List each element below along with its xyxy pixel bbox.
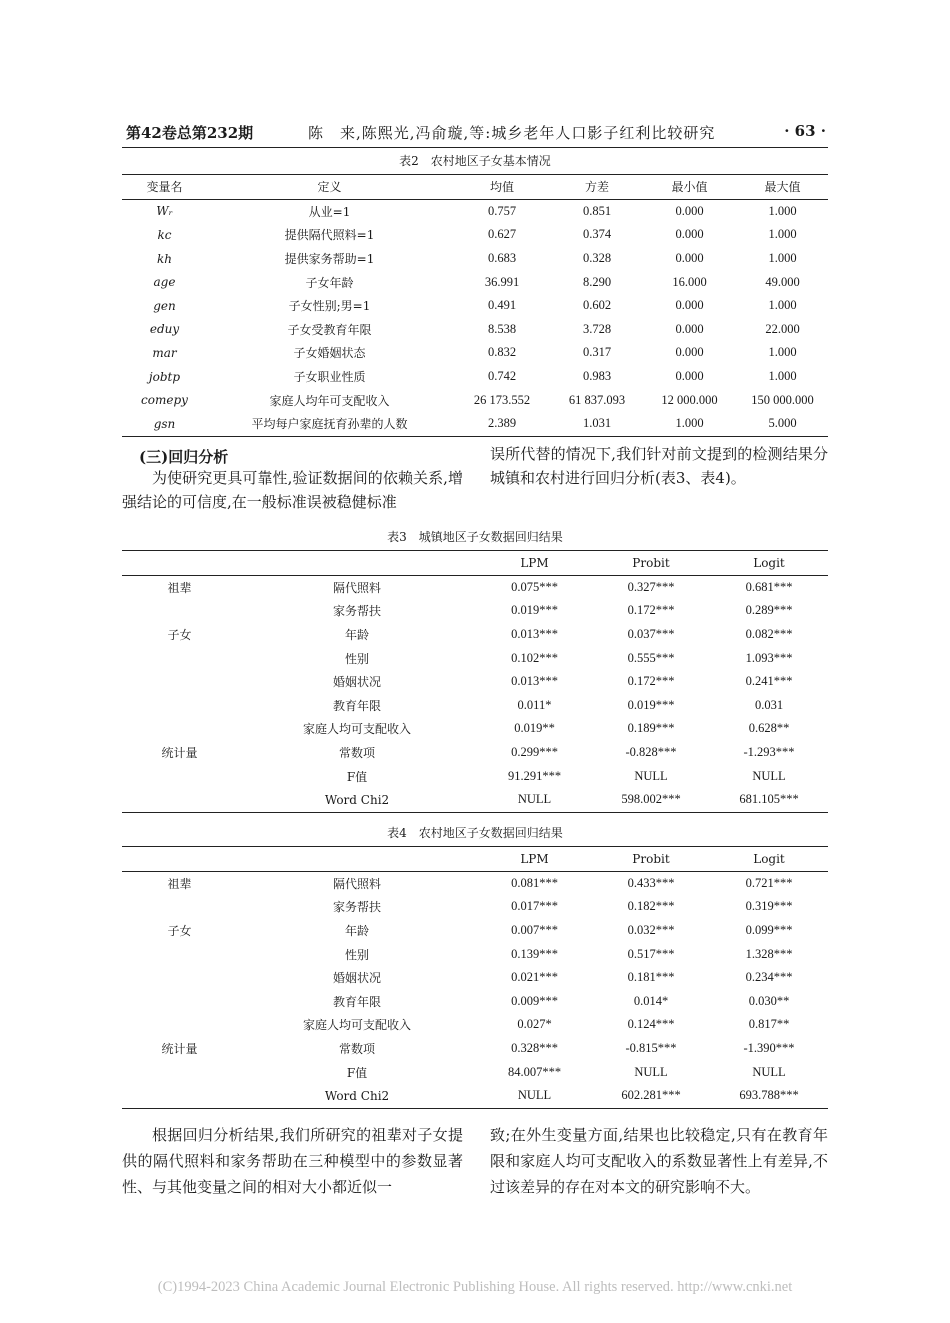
table-row <box>122 270 828 294</box>
table-cell: 子女职业性质 <box>293 370 366 385</box>
table-cell: 家务帮扶 <box>332 604 381 619</box>
table-row <box>122 199 828 223</box>
table-cell <box>122 764 237 788</box>
table-cell: 子女婚姻状态 <box>293 346 366 361</box>
table2-caption: 表2 农村地区子女基本情况 <box>399 154 551 168</box>
table-cell: 1.031 <box>552 412 642 436</box>
table-cell: 隔代照料 <box>332 876 381 891</box>
table-cell: 提供隔代照料=1 <box>284 228 375 243</box>
table-cell: 150 000.000 <box>751 392 814 407</box>
table-cell: 隔代照料 <box>332 580 381 595</box>
table-cell: 1.328*** <box>745 946 793 961</box>
table-row <box>122 694 828 718</box>
column-header: 最大值 <box>737 175 828 200</box>
table-cell: eduy <box>149 322 180 337</box>
table-cell: 0.172*** <box>627 674 675 689</box>
column-header: 变量名 <box>122 175 207 200</box>
table-row <box>122 966 828 990</box>
table-cell: 0.234*** <box>745 970 793 985</box>
table3-caption: 表3 城镇地区子女数据回归结果 <box>387 530 563 544</box>
table-row <box>122 599 828 623</box>
table-cell: 家务帮扶 <box>332 900 381 915</box>
table-header-row <box>122 175 828 200</box>
table-cell <box>122 942 237 966</box>
table-cell: F值 <box>346 769 368 784</box>
table-cell: 子女年龄 <box>305 275 354 290</box>
table-cell: 3.728 <box>582 321 612 336</box>
table-row <box>122 1013 828 1037</box>
table-cell: 0.328*** <box>511 1041 558 1056</box>
copyright-footer: (C)1994-2023 China Academic Journal Electronic Publishing House. All rights reserved. http://www.cnki.net <box>157 1279 793 1295</box>
table-cell: gsn <box>122 412 207 436</box>
table-cell: 0.517*** <box>627 946 675 961</box>
running-header <box>126 122 826 144</box>
table-row <box>122 223 828 247</box>
table-cell: 1.000 <box>768 203 797 218</box>
table-cell: 0.555*** <box>627 650 675 665</box>
table-cell: 0.014* <box>633 993 669 1008</box>
table-row <box>122 741 828 765</box>
column-header: 最小值 <box>642 175 737 200</box>
table-cell: 0.817** <box>748 1017 790 1032</box>
table-cell: 常数项 <box>338 1042 375 1057</box>
table-cell: 0.189*** <box>627 721 675 736</box>
table-cell: 婚姻状况 <box>332 971 381 986</box>
table-cell <box>122 599 237 623</box>
table-row <box>122 788 828 812</box>
table-cell: NULL <box>477 1084 592 1108</box>
table-cell: jobtp <box>148 369 181 384</box>
table-cell: 1.000 <box>768 298 797 313</box>
table-cell: 91.291*** <box>507 768 562 783</box>
table-cell: 0.099*** <box>745 923 793 938</box>
table-cell: Wᵣ <box>156 204 173 219</box>
table-cell: 0.742 <box>487 369 517 384</box>
column-header: 方差 <box>552 175 642 200</box>
column-header: LPM <box>477 847 592 872</box>
table-cell <box>122 1084 237 1108</box>
table-row <box>122 871 828 895</box>
table-cell: 16.000 <box>672 274 707 289</box>
table-cell: 0.124*** <box>627 1017 675 1032</box>
table-cell: 2.389 <box>452 412 552 436</box>
table-cell: 家庭人均可支配收入 <box>302 1018 411 1033</box>
table-row <box>122 895 828 919</box>
table-row <box>122 412 828 436</box>
table-cell: 1.000 <box>768 227 797 242</box>
table-cell <box>122 694 237 718</box>
table-cell: 61 837.093 <box>568 392 626 407</box>
table-row <box>122 717 828 741</box>
table-cell: 0.013*** <box>511 674 558 689</box>
table-cell: 0.757 <box>487 203 517 218</box>
table-cell: 84.007*** <box>507 1064 562 1079</box>
table-cell: 0.000 <box>675 203 704 218</box>
table-cell: 平均每户家庭抚育孙辈的人数 <box>207 412 452 436</box>
table-cell: 统计量 <box>161 746 198 761</box>
table-cell: 1.093*** <box>745 650 793 665</box>
table-cell: 教育年限 <box>332 994 381 1009</box>
table-cell: Word Chi2 <box>237 788 477 812</box>
column-header: LPM <box>477 551 592 576</box>
paragraph-text: 误所代替的情况下,我们针对前文提到的检测结果分城镇和农村进行回归分析(表3、表4)。 <box>490 445 828 487</box>
column-header <box>122 847 237 872</box>
page-number: · 63 · <box>784 122 826 140</box>
column-header <box>237 551 477 576</box>
column-header: 定义 <box>207 175 452 200</box>
table-cell: 22.000 <box>765 321 800 336</box>
table-cell <box>122 788 237 812</box>
table-cell: 子女性别;男=1 <box>288 299 371 314</box>
table-row <box>122 670 828 694</box>
table-row <box>122 318 828 342</box>
table-cell: 0.317 <box>582 345 612 360</box>
table-cell <box>122 646 237 670</box>
journal-issue: 第42卷总第232期 <box>126 124 254 142</box>
table-cell: 598.002*** <box>592 788 710 812</box>
table-cell: 5.000 <box>737 412 828 436</box>
table-cell: NULL <box>477 788 592 812</box>
table-cell: 0.374 <box>582 227 612 242</box>
table-cell: 602.281*** <box>592 1084 710 1108</box>
table4-caption: 表4 农村地区子女数据回归结果 <box>387 826 563 840</box>
table-cell: 教育年限 <box>332 698 381 713</box>
header-rule <box>122 147 828 148</box>
table-cell: 0.102*** <box>511 650 558 665</box>
table-cell: Word Chi2 <box>237 1084 477 1108</box>
table-cell: 0.075*** <box>511 579 558 594</box>
section-heading: (三)回归分析 <box>139 448 229 466</box>
table-cell: comepy <box>141 393 188 408</box>
table-cell: NULL <box>752 768 786 783</box>
table-cell: 12 000.000 <box>661 392 718 407</box>
table-cell: 0.011* <box>517 697 552 712</box>
table-cell: mar <box>152 345 177 360</box>
table-cell: 子女 <box>167 924 192 939</box>
table-cell: 性别 <box>344 947 369 962</box>
column-header: Logit <box>710 847 828 872</box>
table-cell: -1.293*** <box>743 745 795 760</box>
table-cell: 统计量 <box>161 1042 198 1057</box>
table-row <box>122 764 828 788</box>
section-left-paragraph <box>122 466 463 514</box>
table-cell: 0.433*** <box>627 875 675 890</box>
table-cell: 0.017*** <box>511 899 558 914</box>
table-cell: 0.030** <box>748 993 790 1008</box>
table-cell: 0.851 <box>582 203 612 218</box>
table-cell: 0.019*** <box>511 603 558 618</box>
table-cell: 常数项 <box>338 746 375 761</box>
table-cell: 1.000 <box>768 251 797 266</box>
table-cell: 0.019** <box>514 721 555 736</box>
paragraph-text: 为使研究更具可靠性,验证数据间的依赖关系,增强结论的可信度,在一般标准误被稳健标准 <box>122 469 463 511</box>
table-cell: 0.721*** <box>745 875 793 890</box>
conclusion-left-paragraph <box>122 1122 463 1200</box>
table-cell: 子女 <box>167 628 192 643</box>
table-cell: 家庭人均可支配收入 <box>302 722 411 737</box>
table-row <box>122 1037 828 1061</box>
table-row <box>122 1060 828 1084</box>
table-cell: age <box>153 275 176 290</box>
table-row <box>122 942 828 966</box>
table-cell: 0.139*** <box>511 946 558 961</box>
table-cell: 0.007*** <box>511 923 558 938</box>
table-cell: 子女受教育年限 <box>287 322 372 337</box>
table-cell: 提供家务帮助=1 <box>284 252 375 267</box>
table3 <box>122 550 828 813</box>
table2 <box>122 174 828 437</box>
table-cell: 性别 <box>344 651 369 666</box>
table-cell: 家庭人均年可支配收入 <box>269 393 390 408</box>
table4 <box>122 846 828 1109</box>
table-cell <box>122 966 237 990</box>
table-cell: 0.021*** <box>511 970 558 985</box>
table-cell: 0.000 <box>675 298 704 313</box>
table-header-row <box>122 847 828 872</box>
table-cell: kc <box>157 227 172 242</box>
table-cell: 0.019*** <box>627 697 675 712</box>
section-right-paragraph <box>490 442 828 490</box>
table-cell: 26 173.552 <box>473 392 531 407</box>
table-cell: 0.983 <box>582 369 612 384</box>
paragraph-text: 致;在外生变量方面,结果也比较稳定,只有在教育年限和家庭人均可支配收入的系数显著性上有差异,不过该差异的存在对本文的研究影响不大。 <box>490 1126 828 1196</box>
table-cell: 0.013*** <box>511 627 558 642</box>
table-row <box>122 919 828 943</box>
table-cell: 0.328 <box>582 251 612 266</box>
table-cell: kh <box>157 251 172 266</box>
table-row <box>122 1084 828 1108</box>
table-cell <box>122 895 237 919</box>
table-row <box>122 388 828 412</box>
table-cell: 681.105*** <box>710 788 828 812</box>
table-cell: gen <box>153 298 176 313</box>
table-cell: 0.009*** <box>511 993 558 1008</box>
table-header-row <box>122 551 828 576</box>
table-cell: 婚姻状况 <box>332 675 381 690</box>
table-cell: 0.181*** <box>627 970 675 985</box>
table-cell: 0.182*** <box>627 899 675 914</box>
table-cell: 0.683 <box>487 251 517 266</box>
table-cell: 0.000 <box>675 251 704 266</box>
table-cell: 从业=1 <box>308 204 351 219</box>
table-cell: 年龄 <box>344 628 369 643</box>
table-cell: F值 <box>346 1065 368 1080</box>
table-cell: 0.000 <box>675 369 704 384</box>
table-row <box>122 990 828 1014</box>
column-header: Logit <box>710 551 828 576</box>
table-cell: 0.032*** <box>627 923 675 938</box>
table-cell: 0.037*** <box>627 627 675 642</box>
column-header: 均值 <box>452 175 552 200</box>
table-cell: 0.491 <box>487 298 517 313</box>
table-cell <box>122 717 237 741</box>
table-cell: 0.031 <box>754 697 784 712</box>
column-header: Probit <box>592 551 710 576</box>
table-cell: 0.000 <box>675 227 704 242</box>
table-cell <box>122 990 237 1014</box>
table-cell: -0.828*** <box>625 745 677 760</box>
table-cell: 0.681*** <box>745 579 793 594</box>
table-cell: 8.538 <box>487 321 517 336</box>
table-row <box>122 623 828 647</box>
table-cell: NULL <box>634 1064 668 1079</box>
table-cell: 693.788*** <box>710 1084 828 1108</box>
table-cell: 0.289*** <box>745 603 793 618</box>
table-cell: 1.000 <box>642 412 737 436</box>
table-cell: 0.082*** <box>745 627 793 642</box>
table-row <box>122 294 828 318</box>
table-cell: -0.815*** <box>625 1041 677 1056</box>
table-cell <box>122 670 237 694</box>
table-cell: 0.000 <box>675 321 704 336</box>
table-cell: 0.172*** <box>627 603 675 618</box>
table-cell: 49.000 <box>765 274 800 289</box>
table-cell: 0.081*** <box>511 875 558 890</box>
table-cell: 36.991 <box>484 274 520 289</box>
table-cell: 祖辈 <box>167 580 192 595</box>
table-cell: NULL <box>634 768 668 783</box>
paragraph-text: 根据回归分析结果,我们所研究的祖辈对子女提供的隔代照料和家务帮助在三种模型中的参数显著性、与其他变量之间的相对大小都近似一 <box>122 1126 463 1196</box>
conclusion-right-paragraph <box>490 1122 828 1200</box>
table-cell: -1.390*** <box>743 1041 795 1056</box>
table-cell: 0.241*** <box>745 674 793 689</box>
table-row <box>122 341 828 365</box>
table-cell: 8.290 <box>582 274 612 289</box>
table-cell <box>122 1013 237 1037</box>
table-cell: 祖辈 <box>167 876 192 891</box>
table-cell: 0.027* <box>517 1017 552 1032</box>
table-cell: NULL <box>752 1064 786 1079</box>
table-cell: 0.832 <box>487 345 517 360</box>
column-header: Probit <box>592 847 710 872</box>
table-row <box>122 247 828 271</box>
table-cell: 0.628** <box>748 721 790 736</box>
table-cell: 1.000 <box>768 369 797 384</box>
table-cell: 年龄 <box>344 924 369 939</box>
table-row <box>122 575 828 599</box>
column-header <box>122 551 237 576</box>
table-cell: 0.327*** <box>627 579 675 594</box>
table-cell: 1.000 <box>768 345 797 360</box>
table-cell: 0.319*** <box>745 899 793 914</box>
table-cell: 0.299*** <box>511 745 558 760</box>
table-row <box>122 365 828 389</box>
article-authors-title: 陈 来,陈熙光,冯俞璇,等:城乡老年人口影子红利比较研究 <box>308 124 716 142</box>
table-row <box>122 646 828 670</box>
table-cell: 0.602 <box>582 298 612 313</box>
table-cell <box>122 1060 237 1084</box>
table-cell: 0.000 <box>675 345 704 360</box>
table-cell: 0.627 <box>487 227 517 242</box>
column-header <box>237 847 477 872</box>
